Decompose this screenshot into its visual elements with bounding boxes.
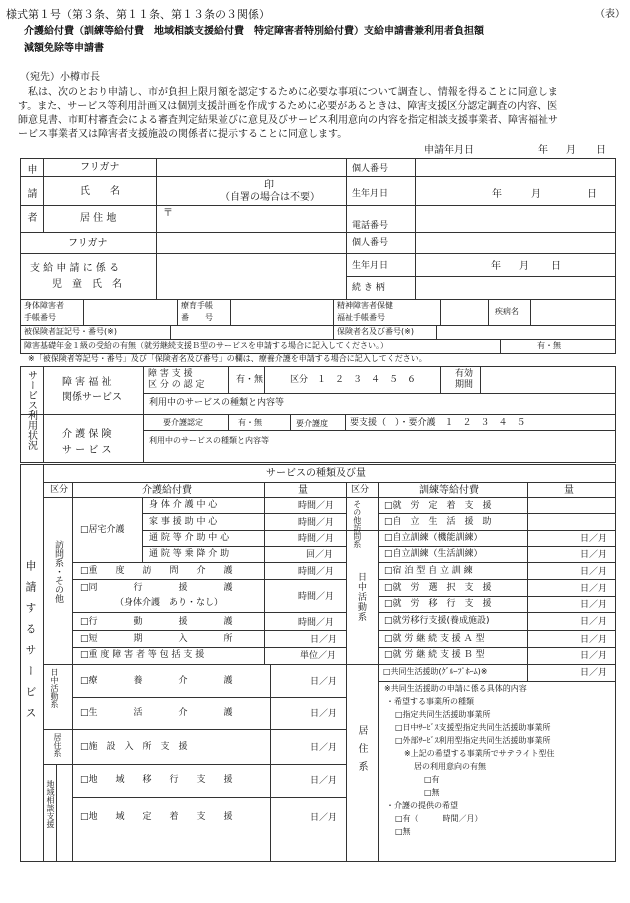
disease-label: 疾病名 <box>495 307 519 316</box>
child-birth-day: 日 <box>551 261 561 272</box>
service-work-transition-school-unit: 日／月 <box>580 617 608 627</box>
service-work-transition-unit: 日／月 <box>580 600 608 610</box>
service-hospital-care-unit: 時間／月 <box>298 534 335 544</box>
mental-handbook-label-1: 精神障害者保健 <box>337 301 393 310</box>
gh-satellite-note: ※上記の希望する事業所でサテライト型住 <box>404 749 555 758</box>
applicant-furigana-input[interactable] <box>157 159 346 176</box>
category-local-consult: 地域相談支援 <box>46 780 55 828</box>
gh-office-designated[interactable]: □指定共同生活援助事業所 <box>395 710 491 719</box>
child-birth-label: 生年月日 <box>352 261 389 271</box>
service-local-settle-unit: 日／月 <box>310 813 338 823</box>
seal-note: （自署の場合は不要） <box>220 192 320 203</box>
insured-note: ※「被保険者等記号・番号」及び「保険者名及び番号」の欄は、療養介護を申請する場合に記入してください。 <box>28 354 427 363</box>
col-division-2: 区分 <box>351 485 370 495</box>
service-accompany-unit: 時間／月 <box>298 592 335 602</box>
applicant-individual-no-label: 個人番号 <box>352 164 389 174</box>
basic-pension-yes-no[interactable]: 有・無 <box>537 341 561 350</box>
child-furigana-label: フリガナ <box>68 238 108 249</box>
service-group-home-unit: 日／月 <box>580 668 608 678</box>
mental-handbook-input[interactable] <box>441 300 488 325</box>
child-name-input[interactable] <box>157 254 346 299</box>
service-local-settle[interactable]: □地 域 定 着 支 援 <box>80 812 233 822</box>
applicant-side-label: 申請者 <box>25 164 36 236</box>
service-lodging-training[interactable]: □宿 泊 型 自 立 訓 練 <box>384 566 473 576</box>
gh-satellite-note-2: 居の利用意向の有無 <box>414 762 486 771</box>
home-care-checkbox[interactable]: □居宅介護 <box>80 525 125 535</box>
service-behavior[interactable]: □行 動 援 護 <box>80 617 233 627</box>
service-life-training[interactable]: □自立訓練（生活訓練） <box>384 549 483 559</box>
form-title-line2: 減額免除等申請書 <box>24 43 104 54</box>
service-local-transition-unit: 日／月 <box>310 776 338 786</box>
applicant-phone-label: 電話番号 <box>352 221 389 231</box>
valid-period-label-1: 有効 <box>455 369 474 379</box>
welfare-services-label-1: 障 害 福 祉 <box>62 377 112 388</box>
category-residential-2: 居住系 <box>356 725 367 779</box>
service-comprehensive-unit: 単位／月 <box>300 651 337 661</box>
seal-mark: 印 <box>264 180 274 191</box>
child-label-line2: 児 童 氏 名 <box>52 279 122 290</box>
gh-office-type-label: ・希望する事業所の種類 <box>386 697 474 706</box>
application-date-input[interactable] <box>487 143 537 157</box>
applicant-address-input[interactable] <box>172 206 346 232</box>
support-level-label-1: 障 害 支 援 <box>148 369 193 379</box>
service-work-continue-a[interactable]: □就 労 継 続 支 援 Ａ 型 <box>384 634 485 644</box>
service-group-home[interactable]: □共同生活援助(ｸﾞﾙｰﾌﾟﾎｰﾑ)※ <box>383 667 488 676</box>
gh-care-wish-label: ・介護の提供の希望 <box>386 801 458 810</box>
support-division-options[interactable]: 区分 １ ２ ３ ４ ５ ６ <box>290 375 417 385</box>
service-severe-visit[interactable]: □重 度 訪 問 介 護 <box>80 566 233 576</box>
applicant-birth-day: 日 <box>587 189 597 200</box>
service-work-transition-school[interactable]: □就労移行支援(養成施設) <box>384 616 490 626</box>
child-relation-input[interactable] <box>416 277 615 299</box>
form-side-label: （表） <box>595 9 625 20</box>
applicant-furigana-label: フリガナ <box>80 162 120 173</box>
col-quantity-2: 量 <box>564 485 574 496</box>
date-month: 月 <box>566 145 576 156</box>
category-day-activity: 日中活動系 <box>50 668 59 708</box>
physical-handbook-label-1: 身体障害者 <box>24 301 64 310</box>
child-birth-year: 年 <box>491 261 501 272</box>
rehab-handbook-label-1: 療育手帳 <box>181 301 213 310</box>
support-level-yes-no[interactable]: 有・無 <box>236 375 264 385</box>
insured-no-input[interactable] <box>171 326 333 339</box>
application-date-label: 申請年月日 <box>424 145 474 156</box>
gh-satellite-no[interactable]: □無 <box>424 788 440 797</box>
col-division: 区分 <box>50 485 69 495</box>
col-training-benefits: 訓練等給付費 <box>419 485 479 496</box>
service-facility-stay[interactable]: □施 設 入 所 支 援 <box>80 742 188 752</box>
service-short-stay-unit: 日／月 <box>310 635 338 645</box>
service-comprehensive[interactable]: □重 度 障 害 者 等 包 括 支 援 <box>80 650 205 660</box>
postal-mark: 〒 <box>163 208 173 219</box>
welfare-in-use-label: 利用中のサービスの種類と内容等 <box>149 398 285 408</box>
service-accompany[interactable]: □同 行 援 護 <box>80 583 233 593</box>
insured-no-label: 被保険者証記号・番号(※) <box>24 327 117 336</box>
rehab-handbook-input[interactable] <box>231 300 333 325</box>
care-in-use-label: 利用中のサービスの種類と内容等 <box>149 436 269 445</box>
service-short-stay[interactable]: □短 期 入 所 <box>80 634 233 644</box>
service-severe-visit-unit: 時間／月 <box>298 567 335 577</box>
consent-line-3: 師意見書、市町村審査会による審査判定結果並びに意見及びサービス利用意向の内容を指定相談支援事業者、障害福祉サ <box>18 115 558 126</box>
gh-office-day-support[interactable]: □日中ｻｰﾋﾞｽ支援型指定共同生活援助事業所 <box>395 723 551 732</box>
services-heading: サービスの種類及び量 <box>266 468 366 479</box>
service-independent-living[interactable]: □自 立 生 活 援 助 <box>384 517 492 527</box>
date-year: 年 <box>538 145 548 156</box>
applicant-name-input[interactable] <box>157 177 346 205</box>
consent-line-4: ービス事業者又は障害者支援施設の関係者に提示することに同意します。 <box>18 129 348 140</box>
service-work-continue-b-unit: 日／月 <box>580 651 608 661</box>
applicant-birth-year: 年 <box>492 189 502 200</box>
service-body-care: 身 体 介 護 中 心 <box>149 500 218 510</box>
applicant-address-label: 居 住 地 <box>80 213 117 224</box>
care-level-options[interactable]: 要支援（ ）・要介護 １ ２ ３ ４ ５ <box>350 418 526 428</box>
applicant-birth-label: 生年月日 <box>352 189 389 199</box>
care-cert-label: 要介護認定 <box>163 418 203 427</box>
usage-side-label: サービス利用状況 <box>25 370 37 450</box>
service-housework: 家 事 援 助 中 心 <box>149 517 218 527</box>
disease-input[interactable] <box>531 300 615 325</box>
gh-care-wish-no[interactable]: □無 <box>395 827 411 836</box>
physical-handbook-input[interactable] <box>84 300 177 325</box>
col-care-benefits: 介護給付費 <box>142 485 192 496</box>
service-work-retention[interactable]: □就 労 定 着 支 援 <box>384 501 492 511</box>
service-work-continue-a-unit: 日／月 <box>580 635 608 645</box>
child-individual-no-label: 個人番号 <box>352 238 389 248</box>
service-housework-unit: 時間／月 <box>298 518 335 528</box>
child-label-line1: 支 給 申 請 に 係 る <box>30 263 120 274</box>
rehab-handbook-label-2: 番 号 <box>181 313 213 322</box>
service-work-continue-b[interactable]: □就 労 継 続 支 援 Ｂ 型 <box>384 650 485 660</box>
service-local-transition[interactable]: □地 域 移 行 支 援 <box>80 775 233 785</box>
gh-detail-title: ※共同生活援助の申請に係る具体的内容 <box>384 684 527 693</box>
applicant-name-label: 氏 名 <box>80 186 120 197</box>
col-quantity: 量 <box>298 485 308 496</box>
consent-line-2: す。また、サービス等利用計画又は個別支援計画を作成するために必要があるときは、障害支援区分認定調査の内容、医 <box>18 101 558 112</box>
service-work-transition[interactable]: □就 労 移 行 支 援 <box>384 599 492 609</box>
service-medical-care[interactable]: □療 養 介 護 <box>80 676 233 686</box>
care-level-label: 要介護度 <box>296 419 328 428</box>
applicant-birth-month: 月 <box>531 189 541 200</box>
child-birth-month: 月 <box>519 261 529 272</box>
service-accompany-note: （身体介護 あり・なし） <box>115 598 224 608</box>
child-furigana-input[interactable] <box>157 233 346 253</box>
category-residential: 居住系 <box>53 733 62 757</box>
category-day-activity-2: 日中活動系 <box>356 572 366 622</box>
service-hospital-transfer-unit: 回／月 <box>306 550 334 560</box>
gh-office-external[interactable]: □外部ｻｰﾋﾞｽ利用型指定共同生活援助事業所 <box>395 736 551 745</box>
service-facility-stay-unit: 日／月 <box>310 743 338 753</box>
applicant-phone-input[interactable] <box>416 206 615 232</box>
service-hospital-care: 通 院 等 介 助 中 心 <box>149 533 230 543</box>
mental-handbook-label-2: 福祉手帳番号 <box>337 313 385 322</box>
service-hospital-transfer: 通 院 等 乗 降 介 助 <box>149 549 230 559</box>
child-relation-label: 続 き 柄 <box>352 283 385 293</box>
care-insurance-label-1: 介 護 保 険 <box>62 429 112 440</box>
service-life-care[interactable]: □生 活 介 護 <box>80 708 233 718</box>
welfare-services-label-2: 関係サービス <box>62 392 122 403</box>
form-title-line1: 介護給付費（訓練等給付費 地域相談支援給付費 特定障害者特別給付費）支給申請書兼利用者負担額 <box>24 26 484 37</box>
applicant-individual-no-input[interactable] <box>416 159 615 176</box>
care-cert-yes-no[interactable]: 有・無 <box>238 418 262 427</box>
form-number: 様式第１号（第３条、第１１条、第１３条の３関係） <box>6 8 270 21</box>
service-work-selection[interactable]: □就 労 選 択 支 援 <box>384 583 492 593</box>
insurer-label: 保険者名及び番号(※) <box>337 327 414 336</box>
consent-line-1: 私は、次のとおり申請し、市が負担上限月額を認定するために必要な事項について調査し、情報を得ることに同意しま <box>18 87 558 98</box>
valid-period-input[interactable] <box>481 367 615 393</box>
care-insurance-label-2: サ ー ビ ス <box>62 445 112 456</box>
support-level-label-2: 区 分 の 認 定 <box>148 380 205 390</box>
service-behavior-unit: 時間／月 <box>298 618 335 628</box>
service-lodging-training-unit: 日／月 <box>580 567 608 577</box>
gh-care-wish-yes[interactable]: □有（ 時間／月） <box>395 814 483 823</box>
service-body-care-unit: 時間／月 <box>298 501 335 511</box>
insurer-input[interactable] <box>437 326 615 339</box>
services-side-label: 申請するサービス <box>24 560 37 728</box>
service-medical-care-unit: 日／月 <box>310 677 338 687</box>
date-day: 日 <box>596 145 606 156</box>
category-other-visit: その他訪問系 <box>352 500 362 548</box>
service-functional-training-unit: 日／月 <box>580 534 608 544</box>
service-life-training-unit: 日／月 <box>580 550 608 560</box>
service-work-selection-unit: 日／月 <box>580 584 608 594</box>
physical-handbook-label-2: 手帳番号 <box>24 313 56 322</box>
service-life-care-unit: 日／月 <box>310 709 338 719</box>
addressee: （宛先）小樽市長 <box>20 72 100 83</box>
valid-period-label-2: 期間 <box>455 380 474 390</box>
gh-satellite-yes[interactable]: □有 <box>424 775 440 784</box>
service-functional-training[interactable]: □自立訓練（機能訓練） <box>384 533 483 543</box>
basic-pension-label: 障害基礎年金１級の受給の有無（就労継続支援Ｂ型のサービスを申請する場合に記入してください。） <box>24 341 388 350</box>
category-visit: 訪問系・その他 <box>53 540 63 603</box>
